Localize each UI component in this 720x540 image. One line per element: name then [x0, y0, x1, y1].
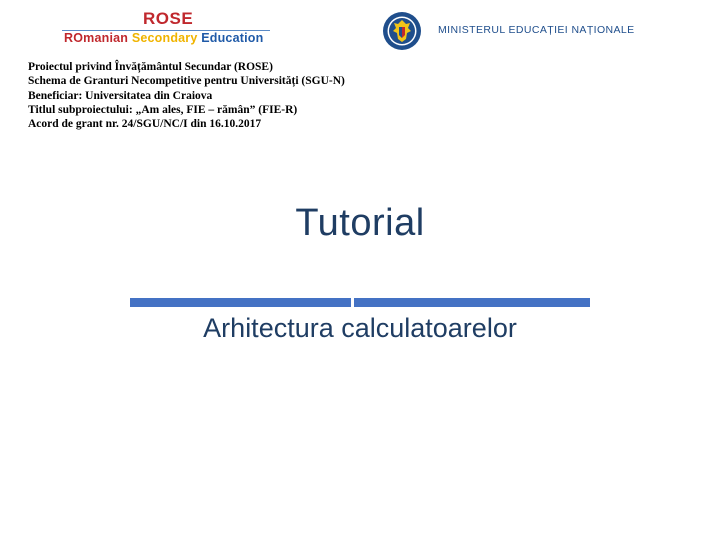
- rose-logo-word-romanian: ROmanian: [64, 31, 129, 45]
- title-divider-right: [354, 298, 590, 307]
- rose-logo-title: ROSE: [143, 9, 194, 28]
- project-info-line: Proiectul privind Învățământul Secundar (ROSE): [28, 61, 273, 73]
- project-info-line: Beneficiar: Universitatea din Craiova: [28, 89, 213, 102]
- rose-logo-word-secondary: Secondary: [131, 31, 198, 45]
- rose-logo-word-education: Education: [201, 31, 264, 45]
- romanian-coat-of-arms-icon: [382, 11, 422, 51]
- project-info-line: Titlul subproiectului: „Am ales, FIE – rămân” (FIE-R): [28, 103, 298, 116]
- project-info-line: Acord de grant nr. 24/SGU/NC/I din 16.10.2017: [28, 118, 262, 131]
- title-divider-left: [130, 298, 351, 307]
- page-title: Tutorial: [295, 202, 425, 244]
- ministry-name: MINISTERUL EDUCAȚIEI NAȚIONALE: [438, 24, 635, 36]
- page-subtitle: Arhitectura calculatoarelor: [203, 313, 517, 343]
- project-info: [28, 60, 345, 131]
- project-info-line: Schema de Granturi Necompetitive pentru Universități (SGU-N): [28, 75, 345, 88]
- rose-logo-subtitle: [64, 31, 263, 45]
